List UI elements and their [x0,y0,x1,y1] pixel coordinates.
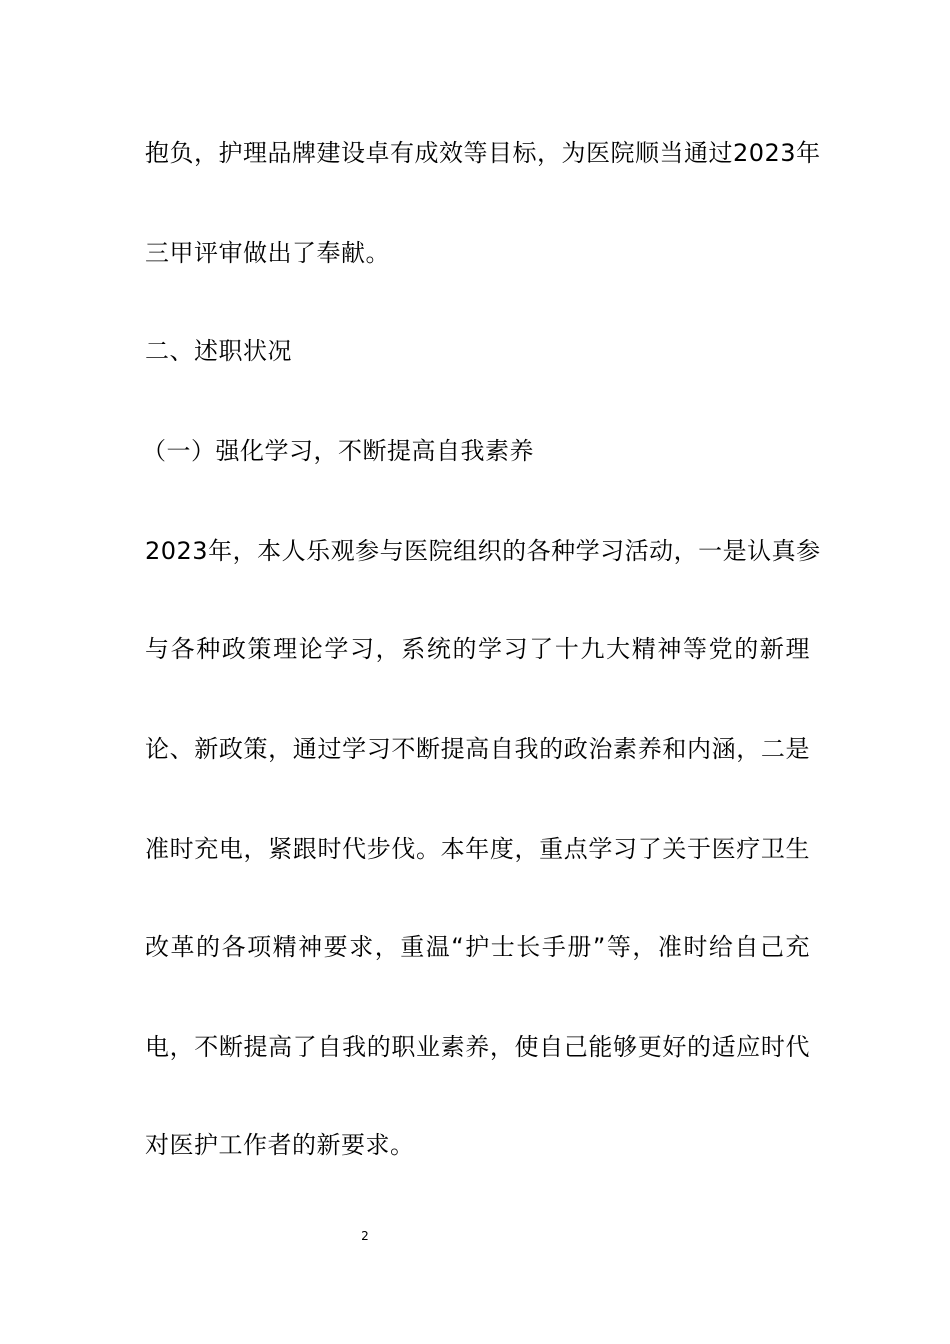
paragraph-line: 2023年，本人乐观参与医院组织的各种学习活动，一是认真参 [145,537,821,565]
paragraph-line: 对医护工作者的新要求。 [145,1131,415,1159]
section-heading: 二、述职状况 [145,337,292,365]
paragraph-line: 三甲评审做出了奉献。 [145,239,390,267]
page-number: 2 [361,1229,369,1243]
paragraph-line: 准时充电，紧跟时代步伐。本年度，重点学习了关于医疗卫生 [145,835,810,863]
paragraph-line: 抱负，护理品牌建设卓有成效等目标，为医院顺当通过2023年 [145,139,821,167]
paragraph-line: 论、新政策，通过学习不断提高自我的政治素养和内涵，二是 [145,735,810,763]
paragraph-line: 改革的各项精神要求，重温“护士长手册”等，准时给自己充 [145,933,810,961]
subsection-heading: （一）强化学习，不断提高自我素养 [142,437,534,465]
paragraph-line: 与各种政策理论学习，系统的学习了十九大精神等党的新理 [145,635,810,663]
paragraph-line: 电，不断提高了自我的职业素养，使自己能够更好的适应时代 [145,1033,810,1061]
